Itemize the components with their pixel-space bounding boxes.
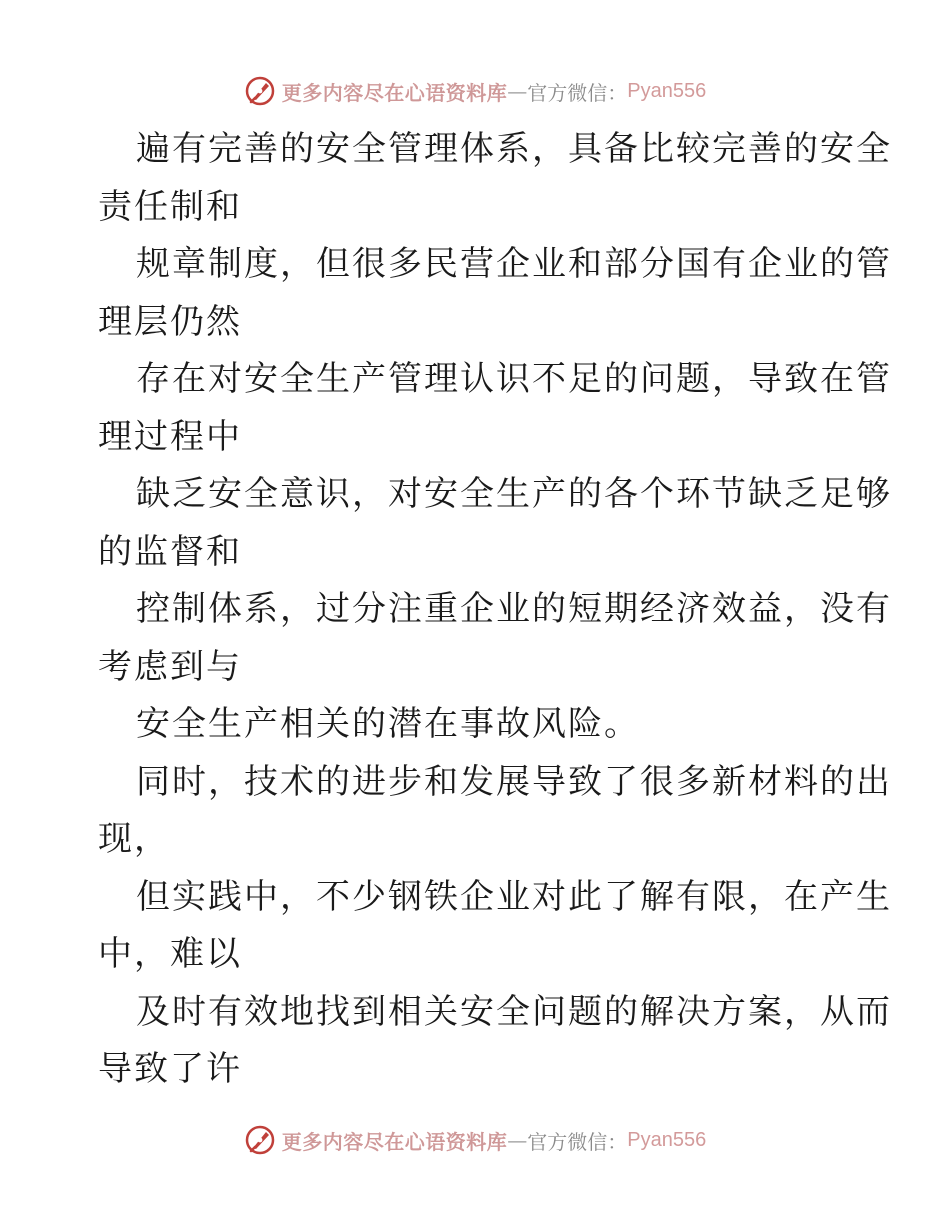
- document-body: [98, 121, 892, 1099]
- text-line: 但实践中，不少钢铁企业对此了解有限，在产生: [136, 876, 892, 917]
- banner-title: 更多内容尽在心语资料库: [281, 80, 508, 105]
- text-line: 规章制度，但很多民营企业和部分国有企业的管: [136, 244, 892, 284]
- text-line: 考虑到与: [98, 646, 242, 687]
- text-line: 现，: [98, 819, 170, 859]
- footer-banner: [0, 1120, 950, 1160]
- banner-account: Pyan556: [627, 79, 707, 102]
- banner-separator: —: [507, 79, 528, 103]
- text-line: 及时有效地找到相关安全问题的解决方案，从而: [136, 991, 892, 1032]
- text-line: 同时，技术的进步和发展导致了很多新材料的出: [136, 761, 892, 802]
- text-line: 理层仍然: [98, 301, 242, 342]
- banner-separator: —: [507, 1128, 528, 1152]
- text-line: 安全生产相关的潜在事故风险。: [136, 704, 640, 744]
- banner-title: 更多内容尽在心语资料库: [281, 1129, 508, 1154]
- text-line: 的监督和: [98, 531, 242, 572]
- text-line: 控制体系，过分注重企业的短期经济效益，没有: [136, 589, 892, 629]
- text-line: 存在对安全生产管理认识不足的问题，导致在管: [136, 359, 892, 399]
- quill-pen-logo-icon: [244, 1124, 276, 1156]
- text-line: 理过程中: [98, 416, 242, 457]
- text-line: 缺乏安全意识，对安全生产的各个环节缺乏足够: [136, 474, 892, 514]
- header-banner: [0, 71, 950, 111]
- text-line: 遍有完善的安全管理体系，具备比较完善的安全: [136, 129, 892, 169]
- text-line: 责任制和: [98, 186, 242, 227]
- banner-label: 官方微信：: [527, 1129, 628, 1154]
- banner-label: 官方微信：: [527, 80, 628, 105]
- text-line: 中，难以: [98, 934, 242, 974]
- text-line: 导致了许: [98, 1049, 242, 1089]
- banner-account: Pyan556: [627, 1128, 707, 1151]
- quill-pen-logo-icon: [244, 75, 276, 107]
